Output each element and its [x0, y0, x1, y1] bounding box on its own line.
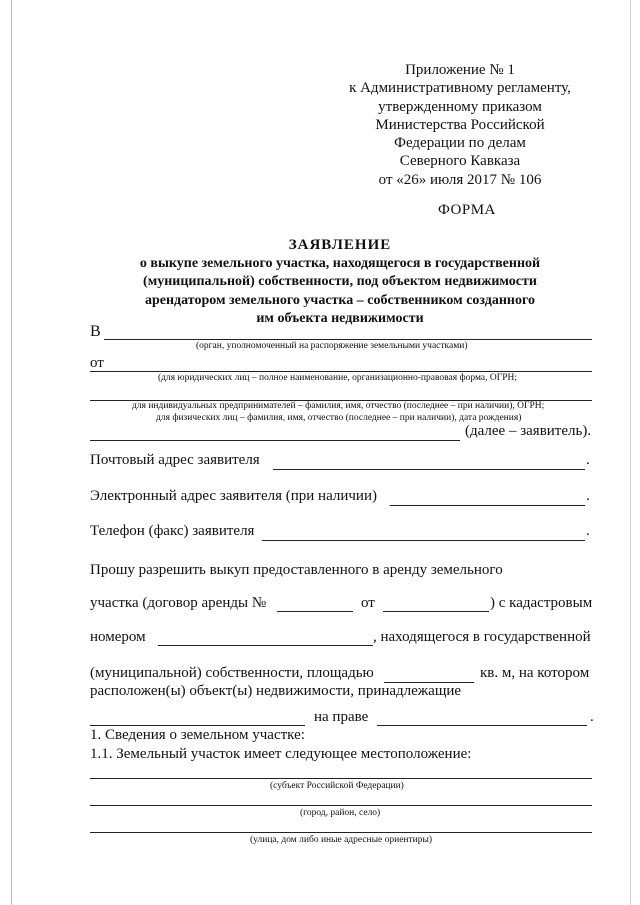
city-hint: (город, район, село) [300, 808, 381, 818]
appendix-line: Приложение № 1 [405, 62, 515, 78]
street-field[interactable] [90, 832, 592, 833]
applicant-field-3[interactable] [90, 440, 460, 441]
applicant-hint-phys: для физических лиц – фамилия, имя, отчество (последнее – при наличии), дата рождения) [156, 413, 522, 423]
phone-fax-field[interactable] [262, 540, 585, 541]
land-info-item-1-1: 1.1. Земельный участок имеет следующее местоположение: [90, 746, 472, 762]
appendix-line: Федерации по делам [394, 135, 526, 152]
subject-field[interactable] [90, 778, 592, 779]
request-line-3-start: номером [90, 629, 146, 645]
lease-date-field[interactable] [383, 611, 489, 612]
email-address-field[interactable] [390, 505, 585, 506]
page-right-edge [630, 0, 631, 905]
document-title [90, 236, 590, 329]
form-label: ФОРМА [438, 202, 496, 218]
postal-address-label: Почтовый адрес заявителя [90, 452, 260, 468]
city-field[interactable] [90, 805, 592, 806]
period: . [586, 523, 590, 539]
title-line: им объекта недвижимости [256, 311, 424, 326]
applicant-field-1[interactable] [90, 371, 592, 372]
request-line-1: Прошу разрешить выкуп предоставленного в аренду земельного [90, 562, 503, 578]
appendix-line: Министерства Российской [375, 116, 545, 133]
request-line-4-end: кв. м, на котором [480, 665, 590, 681]
title-line: (муниципальной) собственности, под объектом недвижимости [143, 274, 537, 289]
owner-field[interactable] [90, 725, 305, 726]
appendix-line: утвержденному приказом [378, 98, 542, 115]
period: . [586, 488, 590, 504]
title-line: арендатором земельного участка – собственником созданного [144, 292, 536, 308]
appendix-header [335, 61, 585, 189]
applicant-suffix: (далее – заявитель). [465, 423, 592, 439]
appendix-line: к Административному регламенту, [349, 80, 571, 97]
period: . [590, 709, 594, 725]
phone-fax-label: Телефон (факс) заявителя [90, 523, 255, 539]
title-line: о выкупе земельного участка, находящегося в государственной [139, 255, 541, 271]
authority-field[interactable] [104, 339, 592, 340]
lease-number-field[interactable] [277, 611, 353, 612]
appendix-line: от «26» июля 2017 № 106 [378, 171, 542, 188]
authority-hint: (орган, уполномоченный на распоряжение земельными участками) [196, 341, 468, 351]
request-line-2-from: от [361, 595, 375, 611]
right-type-field[interactable] [377, 725, 587, 726]
request-line-3-end: , находящегося в государственной [373, 629, 591, 645]
applicant-hint-ip: для индивидуальных предпринимателей – фамилия, имя, отчество (последнее – при наличии), ОГРН; [132, 401, 545, 411]
email-address-label: Электронный адрес заявителя (при наличии) [90, 488, 377, 504]
request-line-2-end: ) с кадастровым [490, 595, 593, 611]
street-hint: (улица, дом либо иные адресные ориентиры) [250, 835, 433, 845]
request-line-2-start: участка (договор аренды № [90, 595, 267, 611]
from-label: от [90, 355, 104, 371]
to-label: В [90, 323, 101, 340]
postal-address-field[interactable] [273, 469, 585, 470]
request-line-4-start: (муниципальной) собственности, площадью [90, 665, 374, 681]
land-info-heading: 1. Сведения о земельном участке: [90, 727, 305, 743]
request-line-5: расположен(ы) объект(ы) недвижимости, принадлежащие [90, 683, 462, 699]
subject-hint: (субъект Российской Федерации) [270, 781, 404, 791]
period: . [586, 452, 590, 468]
cadastral-number-field[interactable] [158, 645, 373, 646]
request-line-6-mid: на праве [314, 709, 369, 725]
title-main: ЗАЯВЛЕНИЕ [288, 237, 392, 253]
page-left-edge [11, 0, 12, 905]
appendix-line: Северного Кавказа [399, 153, 521, 170]
applicant-hint-legal: (для юридических лиц – полное наименование, организационно-правовая форма, ОГРН; [158, 373, 518, 383]
